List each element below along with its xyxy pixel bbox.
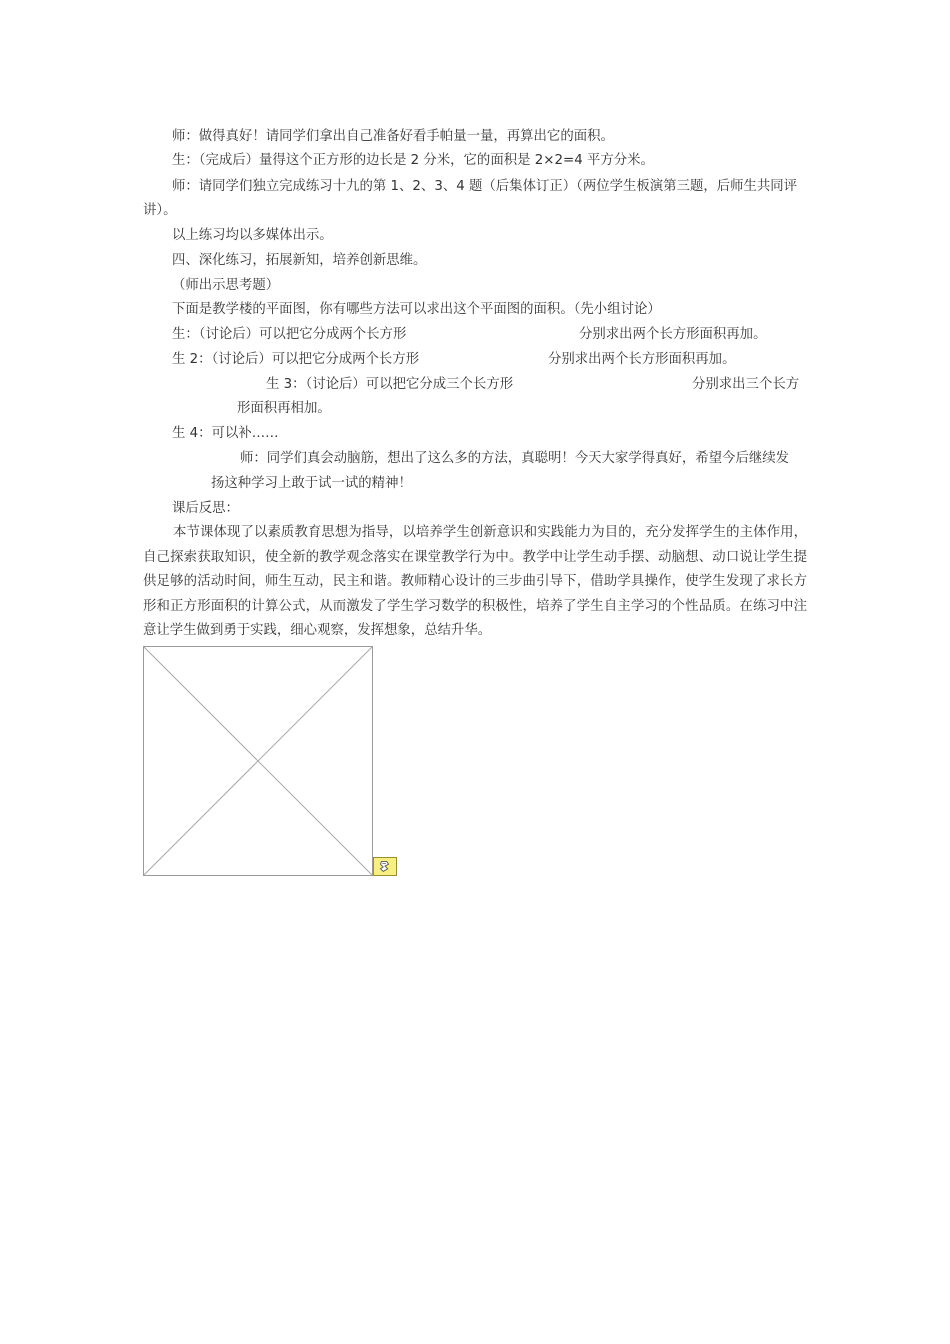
text-line: 分别求出两个长方形面积再加。	[579, 327, 767, 342]
text-line: 分别求出两个长方形面积再加。	[548, 352, 736, 367]
text-line: 生：（完成后）量得这个正方形的边长是 2 分米，它的面积是 2×2=4 平方分米。	[172, 153, 654, 168]
text-line: 扬这种学习上敢于试一试的精神！	[211, 476, 412, 491]
text-line: 生：（讨论后）可以把它分成两个长方形	[172, 327, 407, 342]
text-line: 师：同学们真会动脑筋，想出了这么多的方法，真聪明！今天大家学得真好，希望今后继续发	[240, 451, 790, 466]
text-line: 形面积再相加。	[237, 401, 331, 416]
missing-image-placeholder-icon	[143, 646, 373, 876]
text-line: 生 2：（讨论后）可以把它分成两个长方形	[172, 352, 420, 367]
text-line: 师：做得真好！请同学们拿出自己准备好看手帕量一量，再算出它的面积。	[172, 129, 614, 144]
section-heading: 课后反思：	[172, 501, 239, 516]
broken-image-icon	[373, 857, 397, 876]
text-line: （师出示思考题）	[172, 278, 280, 293]
text-line: 下面是教学楼的平面图，你有哪些方法可以求出这个平面图的面积。（先小组讨论）	[172, 302, 661, 317]
text-line: 分别求出三个长方	[692, 377, 800, 392]
text-line: 师：请同学们独立完成练习十九的第 1、2、3、4 题（后集体订正）（两位学生板演第三题，后师生共同评	[172, 179, 798, 194]
text-line: 以上练习均以多媒体出示。	[172, 228, 333, 243]
text-line: 生 3：（讨论后）可以把它分成三个长方形	[266, 377, 514, 392]
reflection-paragraph: 本节课体现了以素质教育思想为指导，以培养学生创新意识和实践能力为目的，充分发挥学生的主体作用，自己探索获取知识，使全新的教学观念落实在课堂教学行为中。教学中让学生动手摆、动脑想、动口说让学生提供足够的活动时间，师生互动，民主和谐。教师精心设计的三步曲引导下，借助学具操作，使学生发现了求长方形和正方形面积的计算公式，从而激发了学生学习数学的积极性，培养了学生自主学习的个性品质。在练习中注意让学生做到勇于实践，细心观察，发挥想象，总结升华。	[143, 525, 807, 638]
text-line: 生 4：可以补……	[172, 426, 279, 441]
text-line: 讲）。	[143, 203, 177, 218]
section-heading: 四、深化练习，拓展新知，培养创新思维。	[172, 253, 427, 268]
